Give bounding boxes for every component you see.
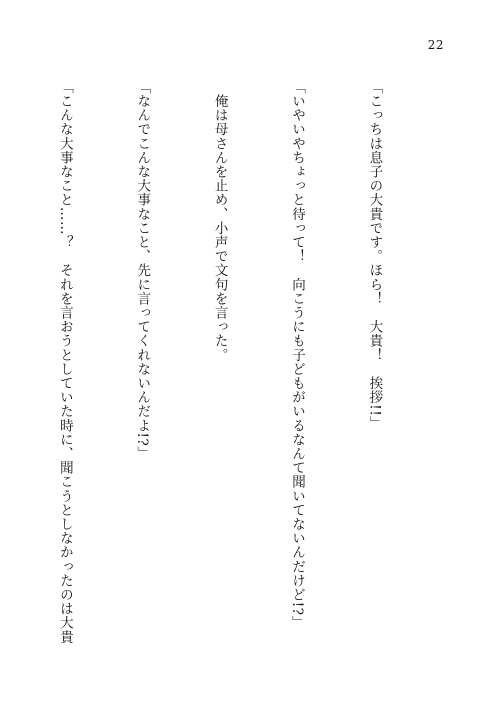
page-number: 22 [427,38,444,52]
text-line: 「なんでこんな大事なこと、先に言ってくれないんだよ!?」 [134,80,151,461]
text-line: 「こんな大事なこと……？ それを言おうとしていた時に、聞こうとしなかったのは大貴 [56,80,73,644]
text-line: 「いやいやちょっと待って！ 向こうにも子どもがいるなんて聞いてないんだけど!?」 [289,80,306,630]
text-line: 俺は母さんを止め、小声で文句を言った。 [211,80,228,362]
vertical-text-body [50,80,438,670]
text-line: 「こっちは息子の大貴です。ほら！ 大貴！ 挨拶!!」 [366,80,383,431]
